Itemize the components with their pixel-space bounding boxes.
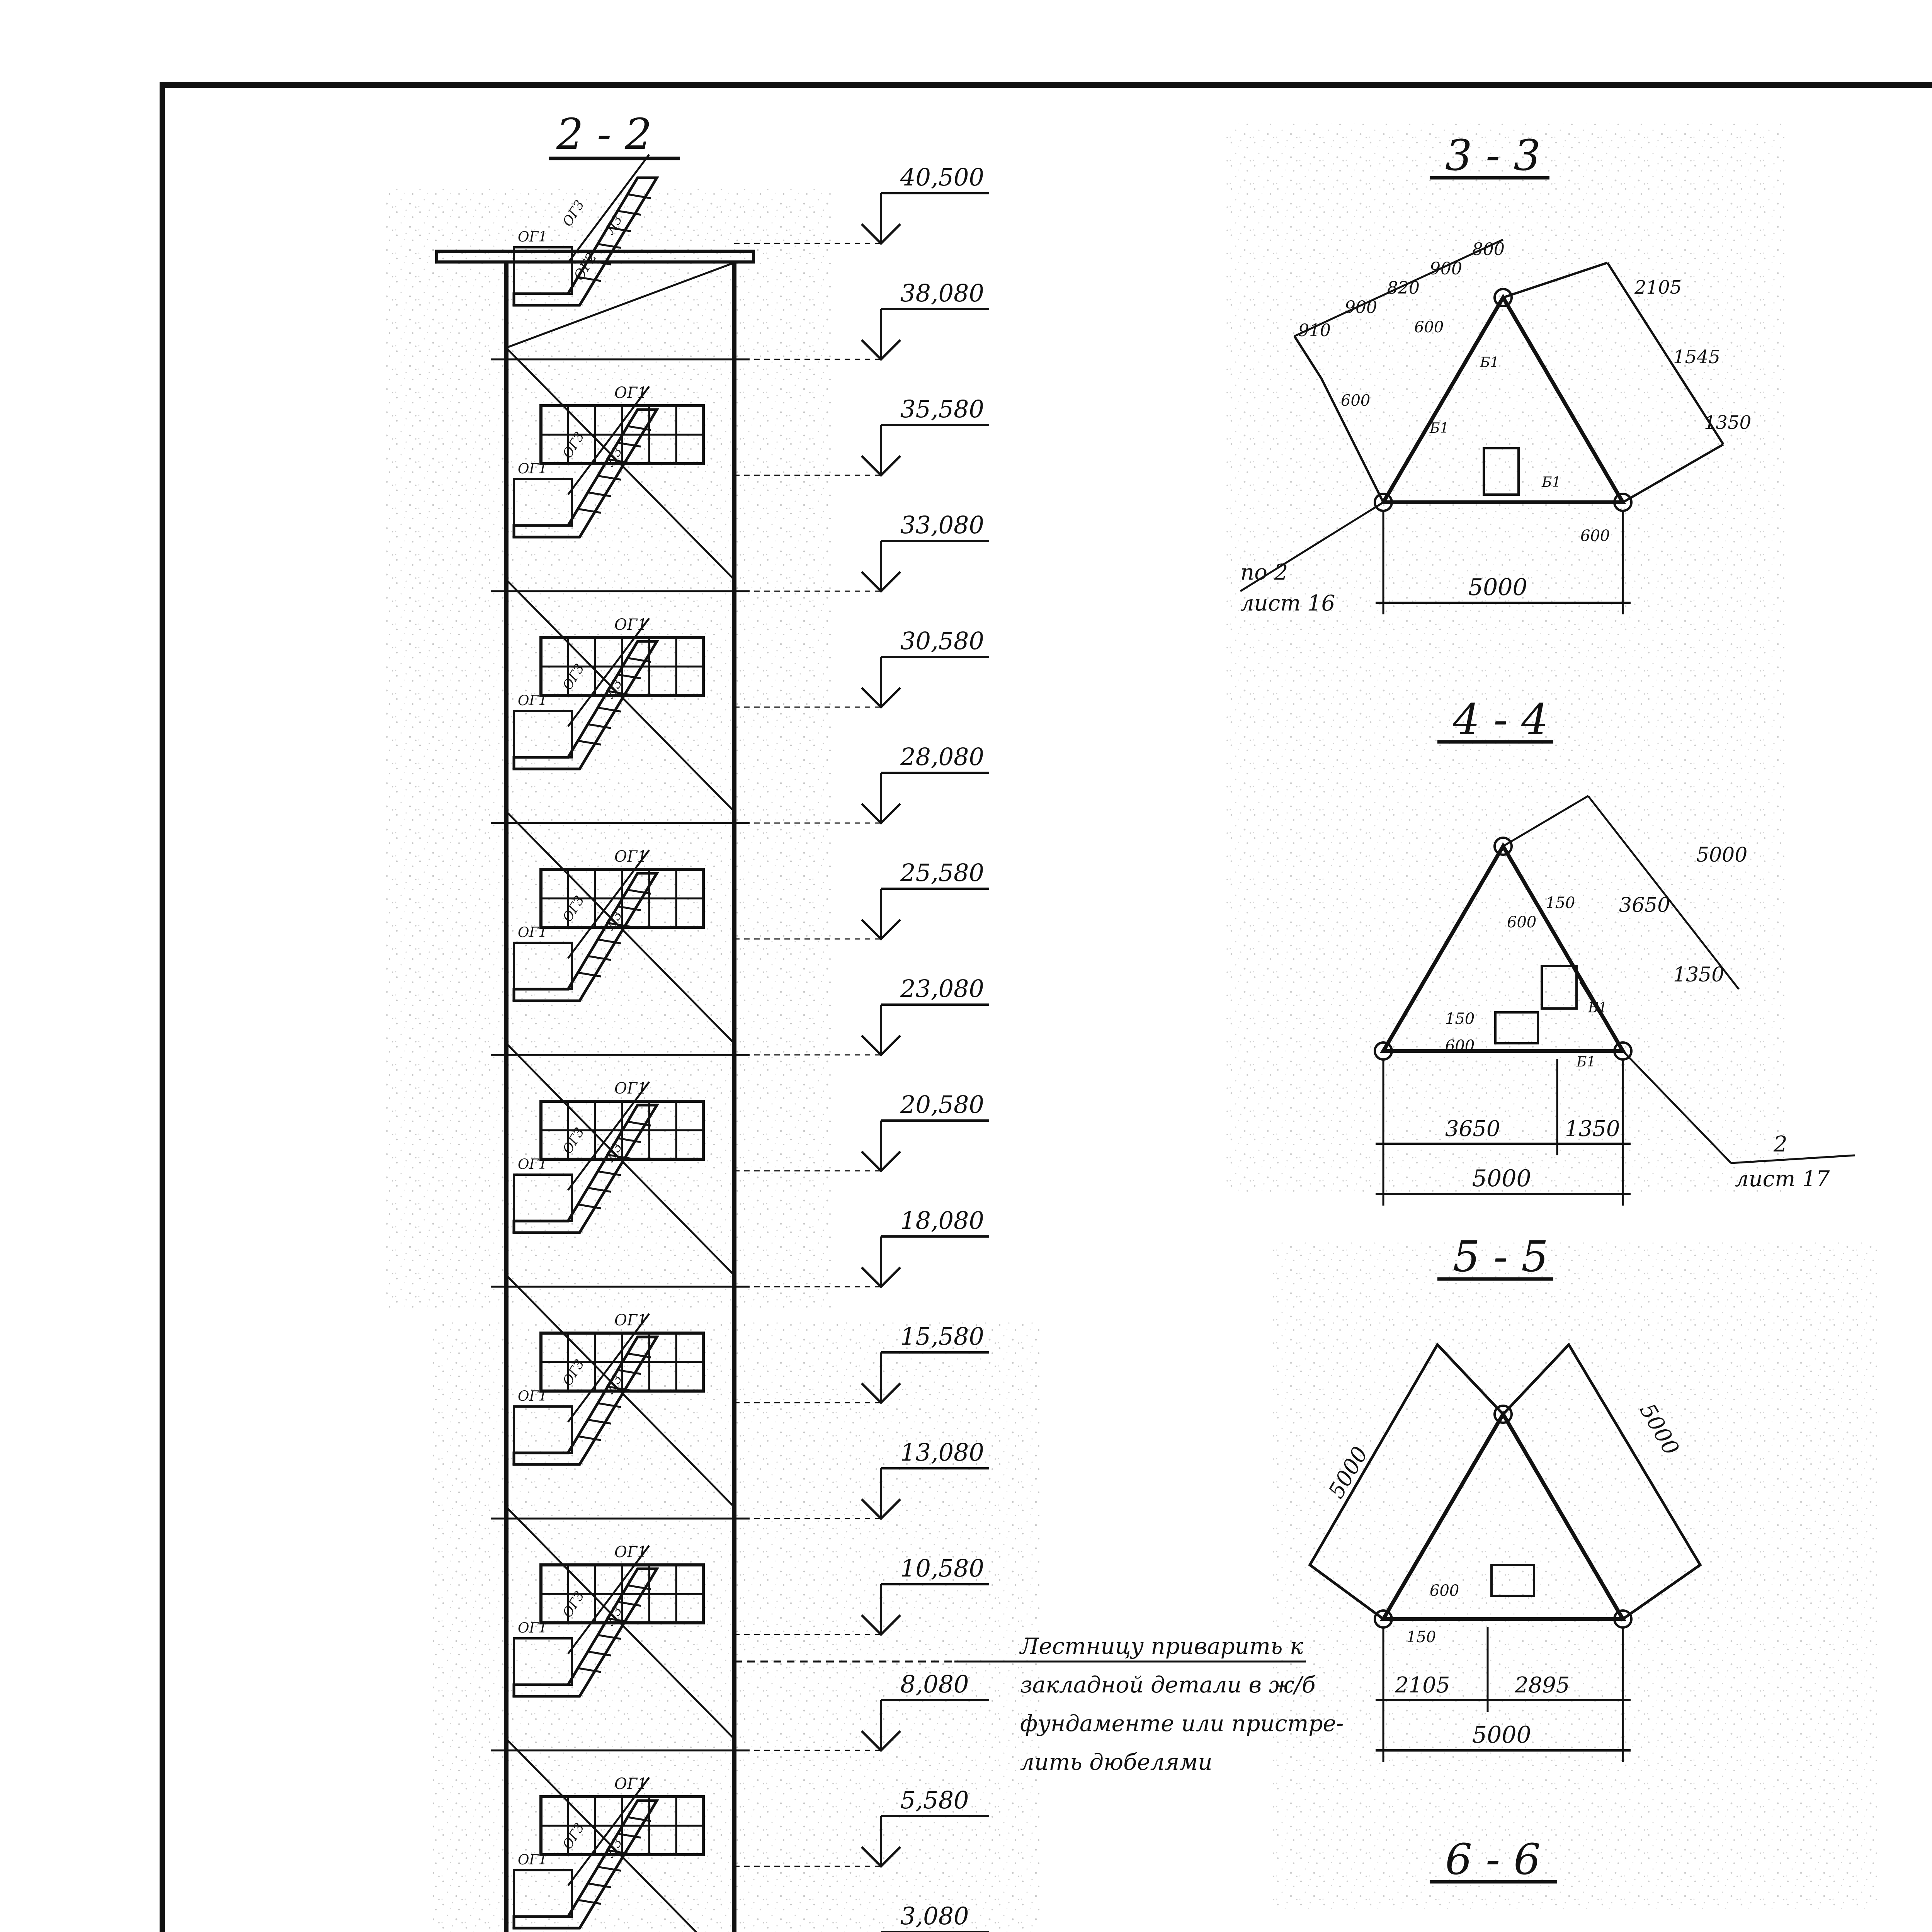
element-tag: ОГ3 [560,893,588,925]
element-tag: Б1 [1577,1054,1596,1070]
element-tag: ОГ1 [614,1311,647,1329]
dim-label: 800 [1472,240,1505,259]
dim-label: 5000 [1323,1442,1373,1503]
noise-region [1225,124,1785,1194]
element-tag: ОГ1 [518,1388,548,1404]
dim-label: 600 [1507,913,1537,931]
element-tag: Б1 [1542,474,1561,490]
stair-note-line: Лестницу приварить к [1020,1633,1303,1659]
elevation-label: 10,580 [900,1554,984,1582]
dim-total: 5000 [1472,1721,1531,1748]
element-tag: Л3 [602,1603,626,1628]
elevation-label: 33,080 [900,511,984,539]
elevation-label: 5,580 [900,1786,969,1814]
dim-label: 2895 [1515,1673,1570,1698]
element-tag: Б1 [1430,420,1449,436]
ref-label: 2 [1774,1132,1787,1157]
element-tag: ОГ1 [518,693,548,709]
element-tag: ОГ1 [518,229,548,245]
element-tag: ОГ3 [560,1124,588,1157]
dim-label: 150 [1406,1628,1436,1646]
section-title-6-6: 6 - 6 [1445,1835,1541,1884]
elevation-label: 20,580 [900,1090,984,1119]
dim-label: 2105 [1634,277,1682,298]
dim-label: 900 [1345,298,1377,317]
elevation-label: 23,080 [900,975,984,1003]
noise-region [1271,1240,1878,1909]
dim-label: 600 [1414,318,1444,336]
stair-note-line: лить дюбелями [1020,1749,1213,1775]
dim-label: 3650 [1619,894,1670,917]
element-tag: Л3 [602,1371,626,1396]
element-tag: Л3 [602,676,626,701]
elevation-label: 8,080 [900,1670,969,1698]
dim-label: 820 [1387,278,1420,298]
element-tag: ОГ2 [571,250,600,284]
section-title-3-3: 3 - 3 [1445,131,1541,180]
element-tag: Б1 [1480,355,1499,371]
dim-label: 600 [1341,392,1371,410]
element-tag: ОГ3 [560,1588,588,1621]
elevation-label: 28,080 [900,743,984,771]
element-tag: ОГ1 [518,1620,548,1636]
element-tag: ОГ1 [518,1156,548,1172]
element-tag: Б1 [1588,1000,1607,1016]
dim-total: 5000 [1472,1165,1531,1192]
element-tag: Л3 [602,444,626,469]
element-tag: ОГ1 [614,848,647,866]
section-title-4-4: 4 - 4 [1453,695,1549,744]
element-tag: ОГ1 [614,1080,647,1097]
dim-label: 900 [1430,259,1462,279]
dim-label: 5000 [1634,1399,1684,1460]
dim-label: 5000 [1696,844,1748,867]
dim-label: 1350 [1704,412,1752,434]
stair-note-line: фундаменте или пристре- [1020,1710,1344,1736]
elevation-label: 18,080 [900,1206,984,1235]
elevation-label: 15,580 [900,1322,984,1350]
dim-label: 150 [1546,894,1575,912]
dim-label: 1350 [1673,963,1725,986]
elevation-label: 35,580 [900,395,984,423]
element-tag: ОГ1 [614,1543,647,1561]
elevation-label: 3,080 [900,1902,969,1930]
element-tag: ОГ1 [614,384,647,402]
element-tag: Л3 [602,908,626,933]
dim-total: 5000 [1468,574,1527,601]
dim-label: 600 [1430,1582,1459,1600]
element-tag: ОГ1 [518,1852,548,1868]
dim-label: 2105 [1395,1673,1450,1698]
elevation-label: 30,580 [900,627,984,655]
dim-label: 3650 [1445,1116,1500,1141]
noise-region [386,189,831,1310]
ref-label: лист 17 [1735,1167,1830,1192]
dim-label: 600 [1580,527,1610,545]
ref-label: по 2 [1240,560,1288,585]
element-tag: ОГ1 [614,1775,647,1793]
element-tag: ОГ3 [560,661,588,693]
element-tag: Л3 [602,1139,626,1165]
dim-label: 1545 [1673,346,1721,368]
element-tag: Л3 [602,1835,626,1860]
element-tag: ОГ1 [614,616,647,634]
dim-label: 910 [1298,321,1331,340]
elevation-label: 38,080 [900,279,984,307]
elevation-label: 13,080 [900,1438,984,1466]
ref-label: лист 16 [1240,591,1335,616]
element-tag: ОГ1 [518,461,548,477]
element-tag: ОГ1 [518,925,548,940]
element-tag: ОГ3 [560,429,588,461]
dim-label: 150 [1445,1010,1475,1028]
section-title-5-5: 5 - 5 [1453,1232,1549,1281]
element-tag: ОГ3 [560,197,588,230]
element-tag: ОГ3 [560,1356,588,1389]
elevation-label: 25,580 [900,859,984,887]
section-title-2-2: 2 - 2 [556,109,652,159]
element-tag: Л3 [602,212,626,237]
dim-label: 600 [1445,1037,1475,1055]
stair-note-line: закладной детали в ж/б [1020,1672,1316,1698]
element-tag: ОГ3 [560,1820,588,1852]
dim-label: 1350 [1565,1116,1620,1141]
elevation-label: 40,500 [900,163,984,191]
